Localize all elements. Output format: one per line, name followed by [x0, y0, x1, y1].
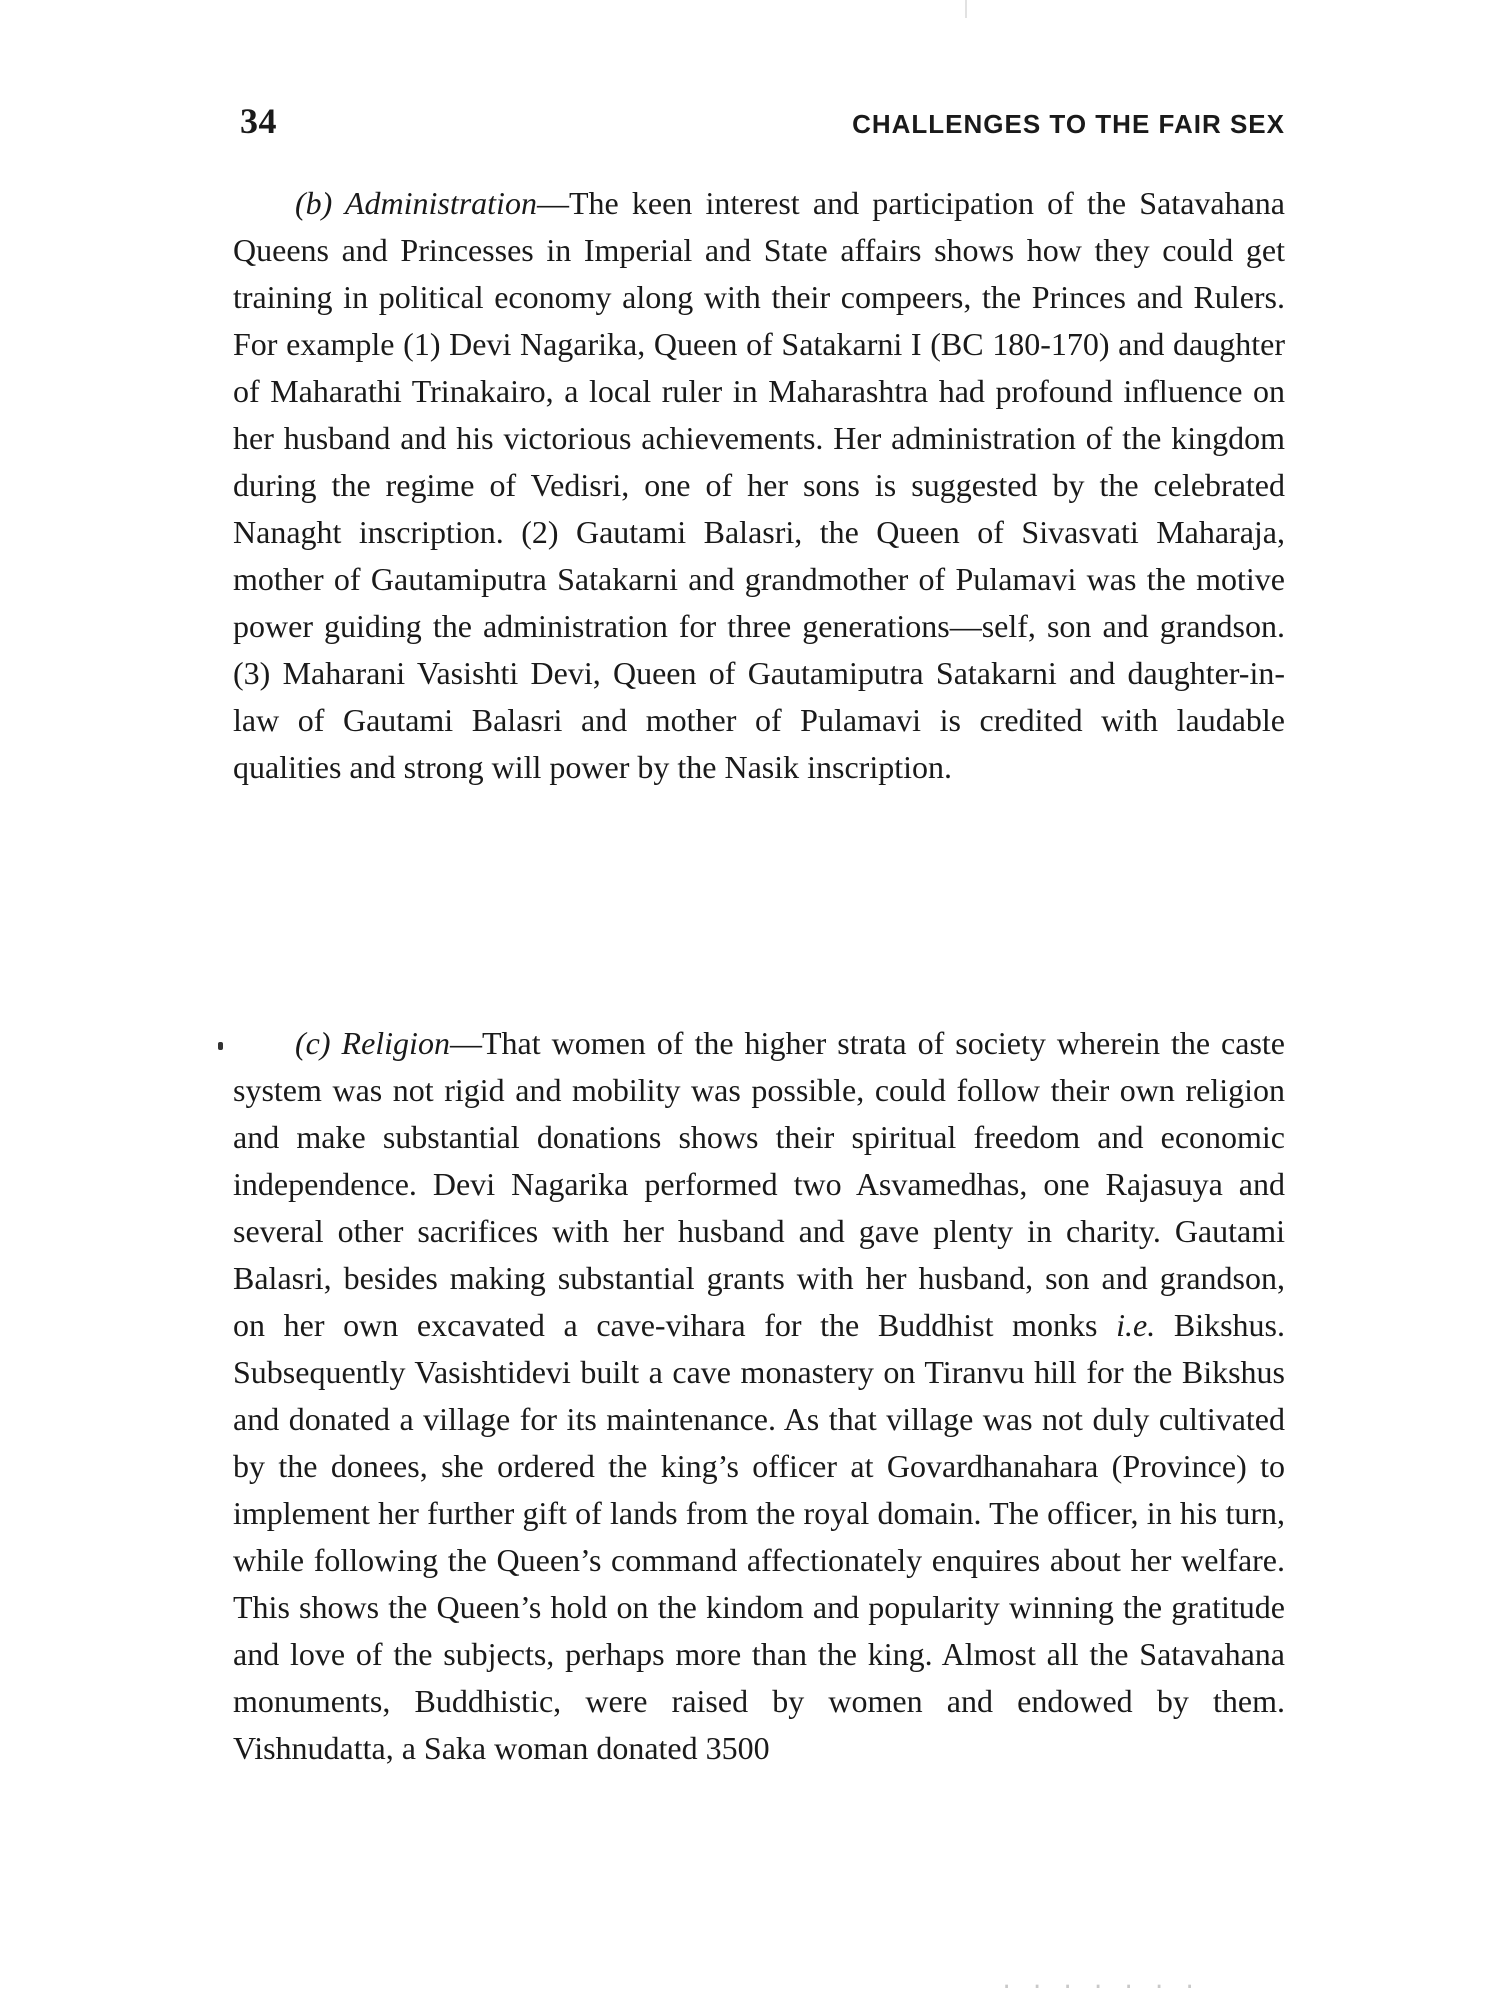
paragraph-text-religion-part1: —That women of the higher strata of society wherein the caste system was not rigid and mobility was possible, could follow their own religion and make substantial donations shows their spiritual freedom and economic independence. Devi Nagarika performed two Asvamedhas, one Rajasuya and several other sacrifices with her husband and gave plenty in charity. Gautami Balasri, besides making substantial grants with her husband, son and grandson, on her own excavated a cave-vihara for the Buddhist monks [233, 1025, 1286, 1343]
section-label-religion: (c) Religion [295, 1025, 450, 1061]
page-header [240, 100, 1285, 150]
margin-mark [218, 1042, 223, 1050]
italic-ie: i.e. [1116, 1307, 1156, 1343]
running-title: CHALLENGES TO THE FAIR SEX [852, 109, 1285, 139]
scan-speck [965, 0, 967, 18]
paragraph-text-administration: —The keen interest and participation of the Satavahana Queens and Princesses in Imperial and State affairs shows how they could get training in political economy along with their compeers, the Princes and Rulers. For example (1) Devi Nagarika, Queen of Satakarni I (BC 180-170) and daughter of Maharathi Trinakairo, a local ruler in Maharashtra had profound influence on her husband and his victorious achievements. Her administration of the kingdom during the regime of Vedisri, one of her sons is suggested by the celebrated Nanaght inscription. (2) Gautami Balasri, the Queen of Sivasvati Maharaja, mother of Gautamiputra Satakarni and grandmother of Pulamavi was the motive power guiding the administration for three generations—self, son and grandson. (3) Maharani Vasishti Devi, Queen of Gautamiputra Satakarni and daughter-in-law of Gautami Balasri and mother of Pulamavi is credited with laudable qualities and strong will power by the Nasik inscription. [233, 185, 1286, 785]
paragraph-religion [233, 1020, 1285, 1772]
paragraph-administration [233, 180, 1285, 791]
paragraph-text-religion-part2: Bikshus. Subsequently Vasishtidevi built a cave monastery on Tiranvu hill for the Bikshus and donated a village for its maintenance. As that village was not duly cultivated by the donees, she ordered the king’s officer at Govardhanahara (Province) to implement her further gift of lands from the royal domain. The officer, in his turn, while following the Queen’s command affectionately enquires about her welfare. This shows the Queen’s hold on the kindom and popularity winning the gratitude and love of the subjects, perhaps more than the king. Almost all the Satavahana monuments, Buddhistic, were raised by women and endowed by them. Vishnudatta, a Saka woman donated 3500 [233, 1307, 1286, 1766]
section-label-administration: (b) Administration [295, 185, 537, 221]
page-number: 34 [240, 101, 277, 141]
scan-artifact: · · · · · · · [1000, 1975, 1199, 2000]
